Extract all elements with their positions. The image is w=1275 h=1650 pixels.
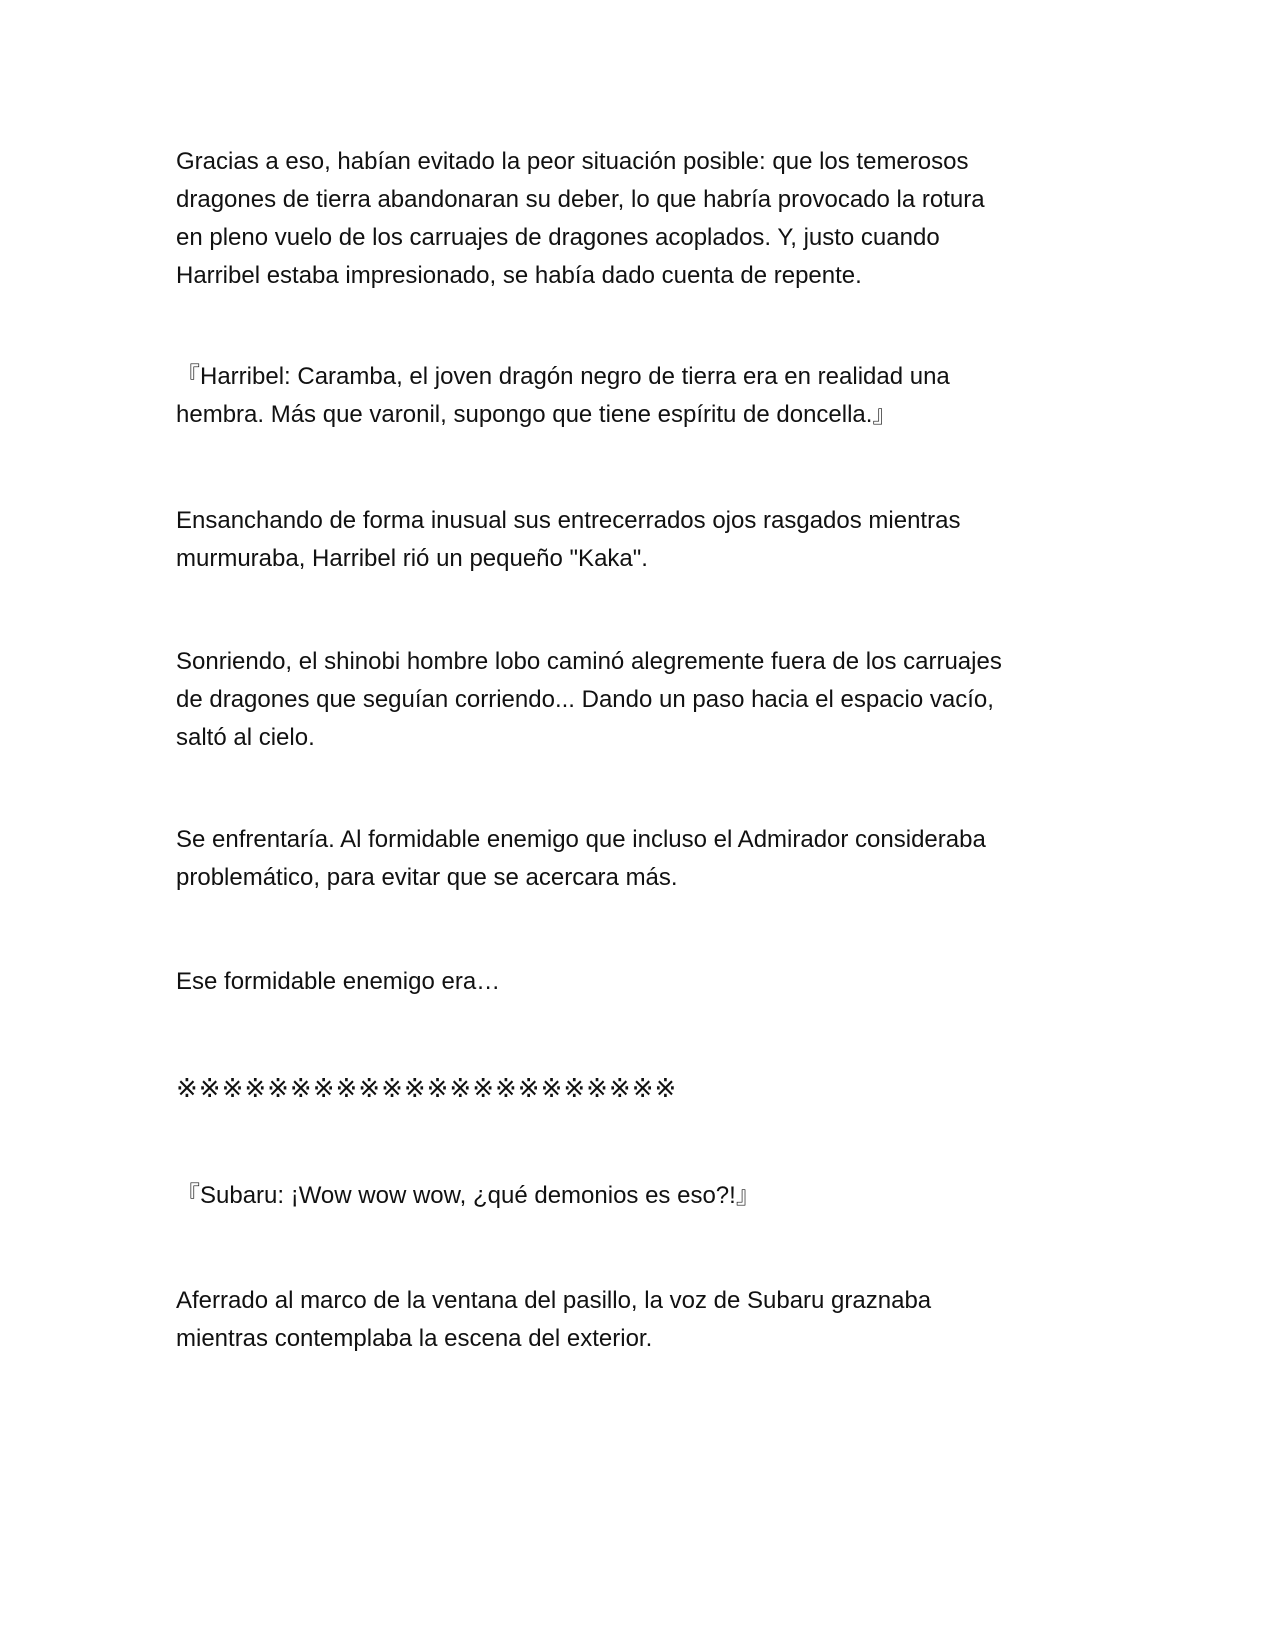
- paragraph-3: Sonriendo, el shinobi hombre lobo caminó alegremente fuera de los carruajes de dragones que seguían corriendo... Dando un paso hacia el espacio vacío, saltó al cielo.: [176, 648, 1002, 751]
- paragraph-5: Ese formidable enemigo era…: [176, 968, 501, 995]
- scene-break-divider: ※※※※※※※※※※※※※※※※※※※※※※: [176, 1074, 678, 1104]
- paragraph-4: Se enfrentaría. Al formidable enemigo que incluso el Admirador consideraba problemático, para evitar que se acercara más.: [176, 826, 986, 891]
- dialogue-harribel: 『Harribel: Caramba, el joven dragón negro de tierra era en realidad una hembra. Más que varonil, supongo que tiene espíritu de doncella.』: [176, 363, 950, 428]
- dialogue-subaru: 『Subaru: ¡Wow wow wow, ¿qué demonios es eso?!』: [176, 1182, 760, 1209]
- paragraph-6: Aferrado al marco de la ventana del pasillo, la voz de Subaru graznaba mientras contemplaba la escena del exterior.: [176, 1287, 932, 1352]
- paragraph-2: Ensanchando de forma inusual sus entrecerrados ojos rasgados mientras murmuraba, Harribel rió un pequeño "Kaka".: [176, 507, 961, 572]
- paragraph-1: Gracias a eso, habían evitado la peor situación posible: que los temerosos dragones de tierra abandonaran su deber, lo que habría provocado la rotura en pleno vuelo de los carruajes de dragones acoplados. Y, justo cuando Harribel estaba impresionado, se había dado cuenta de repente.: [176, 148, 985, 289]
